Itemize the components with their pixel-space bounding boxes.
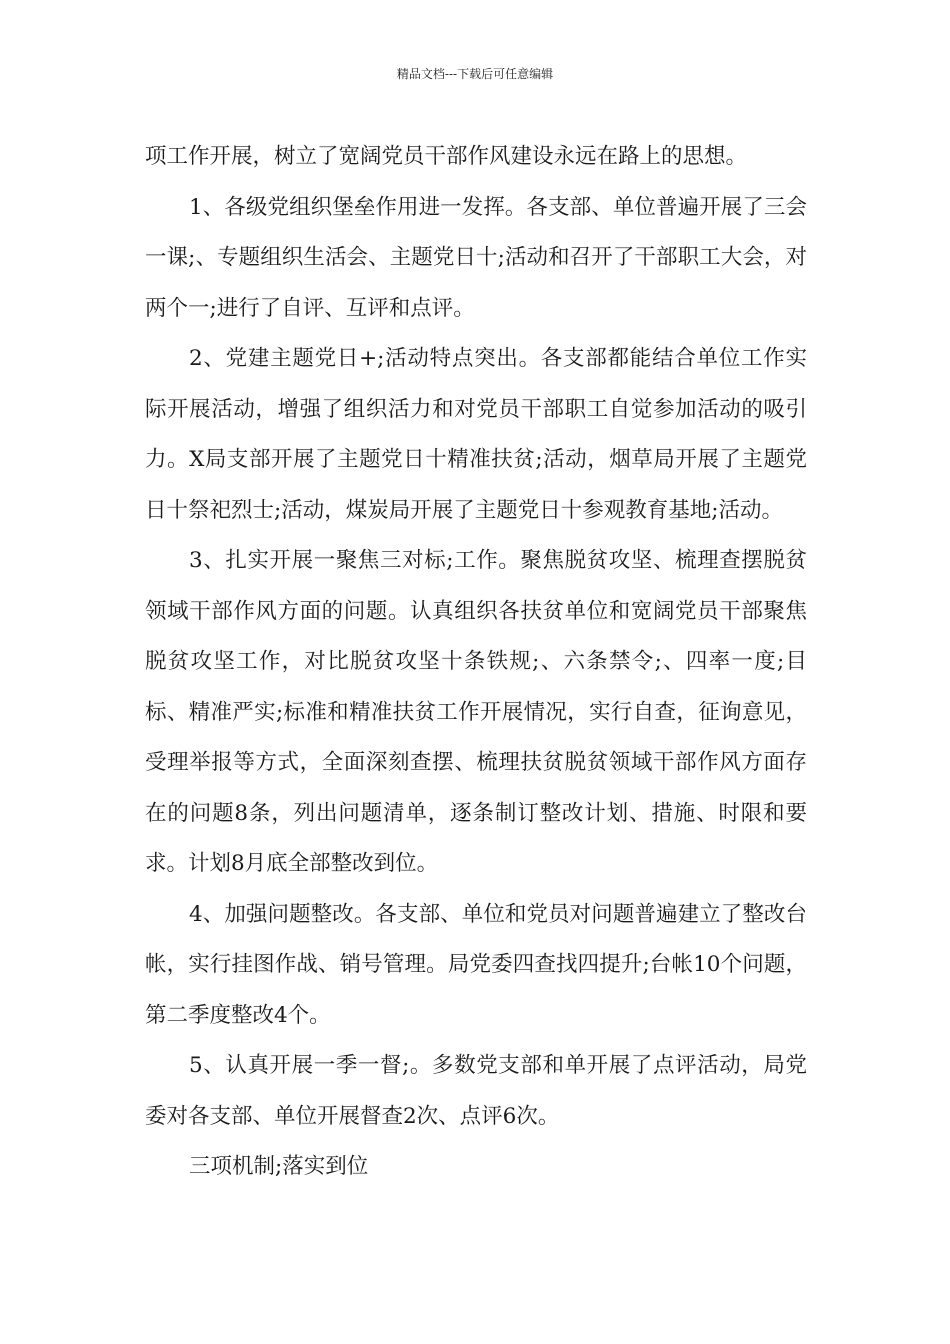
paragraph-item-4: 4、加强问题整改。各支部、单位和党员对问题普遍建立了整改台帐，实行挂图作战、销号管理。局党委四查找四提升;台帐10个问题，第二季度整改4个。 xyxy=(145,901,807,1028)
paragraph-item-3: 3、扎实开展一聚焦三对标;工作。聚焦脱贫攻坚、梳理查摆脱贫领域干部作风方面的问题。认真组织各扶贫单位和宽阔党员干部聚焦脱贫攻坚工作，对比脱贫攻坚十条铁规;、六条禁令;、四率一度;目标、精准严实;标准和精准扶贫工作开展情况，实行自查，征询意见，受理举报等方式，全面深刻查摆、梳理扶贫脱贫领域干部作风方面存在的问题8条，列出问题清单，逐条制订整改计划、措施、时限和要求。计划8月底全部整改到位。 xyxy=(145,548,807,876)
section-heading: 三项机制;落实到位 xyxy=(189,1154,369,1179)
page-header: 精品文档---下载后可任意编辑 xyxy=(396,67,554,81)
document-body xyxy=(145,132,807,1193)
paragraph-item-1: 1、各级党组织堡垒作用进一发挥。各支部、单位普遍开展了三会一课;、专题组织生活会、主题党日十;活动和召开了干部职工大会，对两个一;进行了自评、互评和点评。 xyxy=(145,194,807,321)
paragraph-item-5: 5、认真开展一季一督;。多数党支部和单开展了点评活动，局党委对各支部、单位开展督查2次、点评6次。 xyxy=(145,1053,807,1129)
paragraph-item-2: 2、党建主题党日+;活动特点突出。各支部都能结合单位工作实际开展活动，增强了组织活力和对党员干部职工自觉参加活动的吸引力。X局支部开展了主题党日十精准扶贫;活动，烟草局开展了主题党日十祭祀烈士;活动，煤炭局开展了主题党日十参观教育基地;活动。 xyxy=(145,346,807,523)
paragraph-continuation: 项工作开展，树立了宽阔党员干部作风建设永远在路上的思想。 xyxy=(145,144,748,169)
